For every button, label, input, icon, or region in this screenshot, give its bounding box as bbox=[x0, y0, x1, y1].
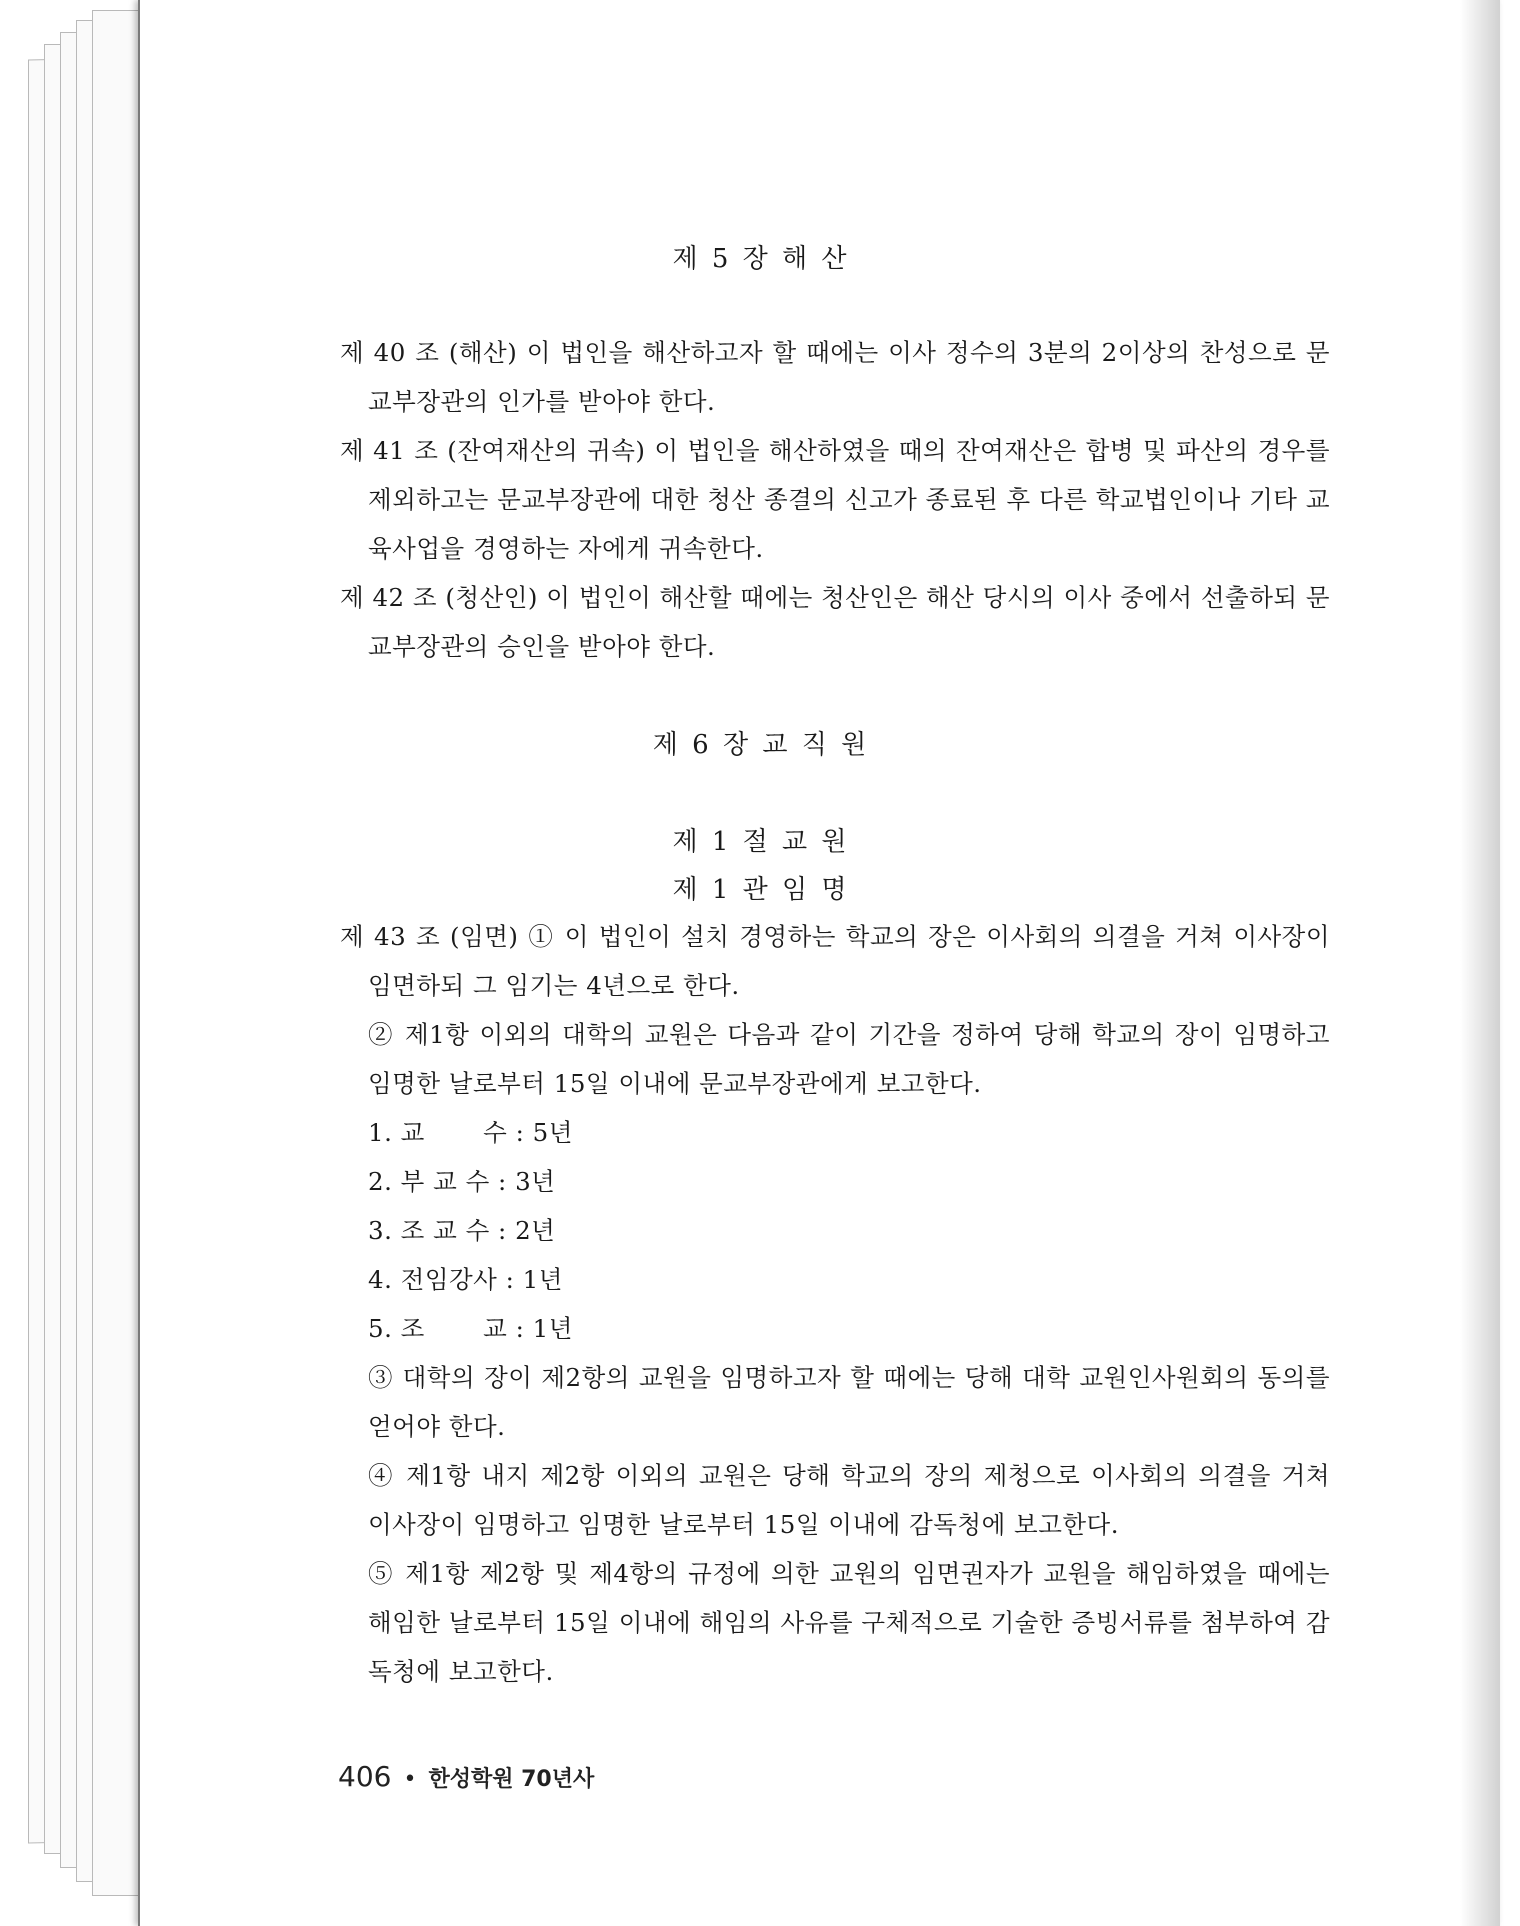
article-42: 제 42 조 (청산인) 이 법인이 해산할 때에는 청산인은 해산 당시의 이사 중에서 선출하되 문교부장관의 승인을 받아야 한다. bbox=[340, 583, 1330, 661]
article-43-paragraph-4: ④ 제1항 내지 제2항 이외의 교원은 당해 학교의 장의 제청으로 이사회의 의결을 거쳐 이사장이 임명하고 임명한 날로부터 15일 이내에 감독청에 보고한다. bbox=[368, 1461, 1330, 1539]
article-43-paragraph-3: ③ 대학의 장이 제2항의 교원을 임명하고자 할 때에는 당해 대학 교원인사원회의 동의를 얻어야 한다. bbox=[368, 1363, 1330, 1441]
term-item-associate-professor: 2. 부 교 수 : 3년 bbox=[368, 1167, 556, 1196]
article-40: 제 40 조 (해산) 이 법인을 해산하고자 할 때에는 이사 정수의 3분의 2이상의 찬성으로 문교부장관의 인가를 받아야 한다. bbox=[340, 338, 1330, 416]
chapter-6-title: 제 6 장 교 직 원 bbox=[652, 730, 868, 760]
footer-separator: • bbox=[403, 1767, 417, 1792]
page-number: 406 bbox=[338, 1760, 392, 1793]
book-title: 한성학원 70년사 bbox=[428, 1767, 595, 1792]
section-1-title: 제 1 절 교 원 bbox=[672, 827, 848, 857]
article-43-paragraph-2: ② 제1항 이외의 대학의 교원은 다음과 같이 기간을 정하여 당해 학교의 장이 임명하고 임명한 날로부터 15일 이내에 문교부장관에게 보고한다. bbox=[368, 1020, 1330, 1098]
term-item-professor: 1. 교 수 : 5년 bbox=[368, 1118, 573, 1147]
article-43-paragraph-5: ⑤ 제1항 제2항 및 제4항의 규정에 의한 교원의 임면권자가 교원을 해임하였을 때에는 해임한 날로부터 15일 이내에 해임의 사유를 구체적으로 기술한 증빙서류를 첨부하여 감독청에 보고한다. bbox=[368, 1559, 1330, 1686]
term-item-assistant-professor: 3. 조 교 수 : 2년 bbox=[368, 1216, 556, 1245]
term-item-full-time-lecturer: 4. 전임강사 : 1년 bbox=[368, 1265, 563, 1294]
article-41: 제 41 조 (잔여재산의 귀속) 이 법인을 해산하였을 때의 잔여재산은 합병 및 파산의 경우를 제외하고는 문교부장관에 대한 청산 종결의 신고가 종료된 후 다른 학교법인이나 기타 교육사업을 경영하는 자에게 귀속한다. bbox=[340, 436, 1330, 563]
article-43-paragraph-1: 제 43 조 (임면) ① 이 법인이 설치 경영하는 학교의 장은 이사회의 의결을 거쳐 이사장이 임면하되 그 임기는 4년으로 한다. bbox=[340, 922, 1330, 1000]
page-shadow bbox=[1460, 0, 1500, 1926]
page-footer bbox=[338, 1760, 594, 1793]
subsection-1-title: 제 1 관 임 명 bbox=[672, 875, 848, 905]
term-item-assistant: 5. 조 교 : 1년 bbox=[368, 1314, 573, 1343]
chapter-5-title: 제 5 장 해 산 bbox=[672, 244, 848, 274]
